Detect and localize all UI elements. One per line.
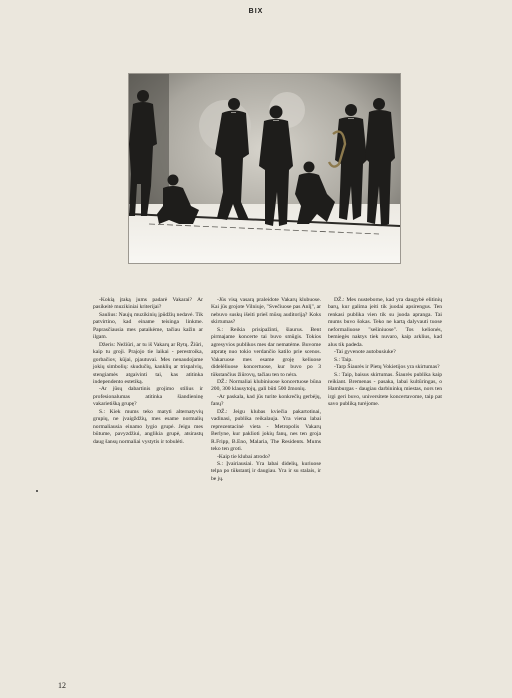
article-column-1 bbox=[93, 297, 203, 446]
paragraph: DŽ.: Mes nusteborne, kad yra daugybė elitinių barų, kur galima įeiti tik juodai apsirengus. Ten renkasi publika vien tik su juoda apranga. Tai mums buvo šokas. Teko ne kartą dalyvauti tuose neformaliuose "sešiniuose". Tos kelionės, bemiegės naktys tiek nuvaro, kaip arklius, kad alus tik padeda. bbox=[328, 297, 442, 348]
paragraph: DŽ.: Jeigu klubas kviečia pakartotinai, vadinasi, publika reikalauja. Yra viena labai reprezentacinė vieta - Metropolis Vakarų Berlyne, kur paklioti jokių fanų, nes ten groja R.Fripp, B.Eno, Malaria, The Residents. Mums teko ten groti. bbox=[211, 408, 321, 453]
paragraph: -Kokią įtaką jums padarė Vakarai? Ar pasikeitė muzikiniai kriterijai? bbox=[93, 297, 203, 311]
paragraph: -Tai gyvenote autobusiuke? bbox=[334, 349, 396, 356]
paragraph: -Kaip tie klubai atrodo? bbox=[217, 453, 271, 460]
band-photo-image bbox=[129, 74, 400, 263]
article-column-2 bbox=[211, 297, 321, 483]
paragraph: -Jūs visą vasarą praleidote Vakarų klubuose. Kai jūs grojote Vilniuje, "Svečiuose pas Anlį", ar nebuvo suskų išeiti prieš mūsų auditoriją? Koks skirtumas? bbox=[211, 297, 321, 326]
paragraph: DŽ.: Normaliai klubiniuose koncertuose būna 200, 300 klausytojų, gali būti 500 žmonių. bbox=[211, 378, 321, 393]
paragraph: S.: Įvairiausiai. Yra labai didelių, kuriuose telpa po tūkstantį ir daugiau. Yra ir su stalais, ir be jų. bbox=[211, 460, 321, 482]
paragraph: S.: Reikia prisipažinti, šiaurus. Bent pirmajame koncerte tai buvo smūgis. Tokios agresyvios publikos mes dar nematėme. Buvome atpratę nuo tokio verdančio katilo prie scenos. Vakaruose mes esame groję keliuose didelėliuose koncertuose, kur buvo po 3 tūkstančius žiūrovų, tačiau ten to nėra. bbox=[211, 326, 321, 378]
page-number: 12 bbox=[58, 681, 66, 690]
paragraph: -Ar paskala, kad jūs turite konkrečių gerbėjų, fanų? bbox=[211, 393, 321, 408]
paragraph: S.: Kiek mums teko matyti alternatyvių grupių, ne įvaigždžių, mes esame normalių normaliausia einamo lygio grupė. Jeigu mes būtume, pavyzdžiui, anglikia grupė, atsirastų daug šansų normaliai vystytis ir tobulėti. bbox=[93, 408, 203, 445]
paragraph: Džeris: Nežiūri, ar tu iš Vakarų ar Rytų. Žiūri, kaip tu groji. Prajojo tie laikai - perestroika, gorbačiov, kūjai, pjautuvai. Mes nenaudojame jokių simbolių: skudučių, kanklių ar trispalvių, stengiamės atgaivinti tai, kas atitinka independento estetiką. bbox=[93, 341, 203, 385]
paragraph: Saulius: Naujų muzikinių įpūdžių nedavė. Tik patvirtino, kad einame teisinga linkme. Paprasčiausia mes pataikėme, tačiau kažin ar ilgam. bbox=[93, 311, 203, 341]
paragraph: S.: Taip. bbox=[334, 356, 353, 363]
page-header: BIX bbox=[248, 8, 264, 15]
paragraph: -Ar jūsų dabartinis grojimo stilius ir profesionalumas atitinka šiandieninę vakarietišką grupę? bbox=[93, 386, 203, 408]
band-photo bbox=[128, 73, 401, 264]
paragraph: S.: Taip, baisus skirtumas. Šiaurės publika kaip reikiant. Bremenas - pasaka, labai kultūringas, o Hamburgas - daugiau darbininkų miestas, nors ten irgi geri buvo, universitete koncertavome, taip pat savo publiką turėjome. bbox=[328, 371, 442, 408]
paragraph: -Tarp Šiaurės ir Pietų Vokietijos yra skirtumas? bbox=[334, 364, 440, 371]
margin-dot bbox=[36, 490, 38, 492]
article-column-3 bbox=[328, 297, 442, 409]
